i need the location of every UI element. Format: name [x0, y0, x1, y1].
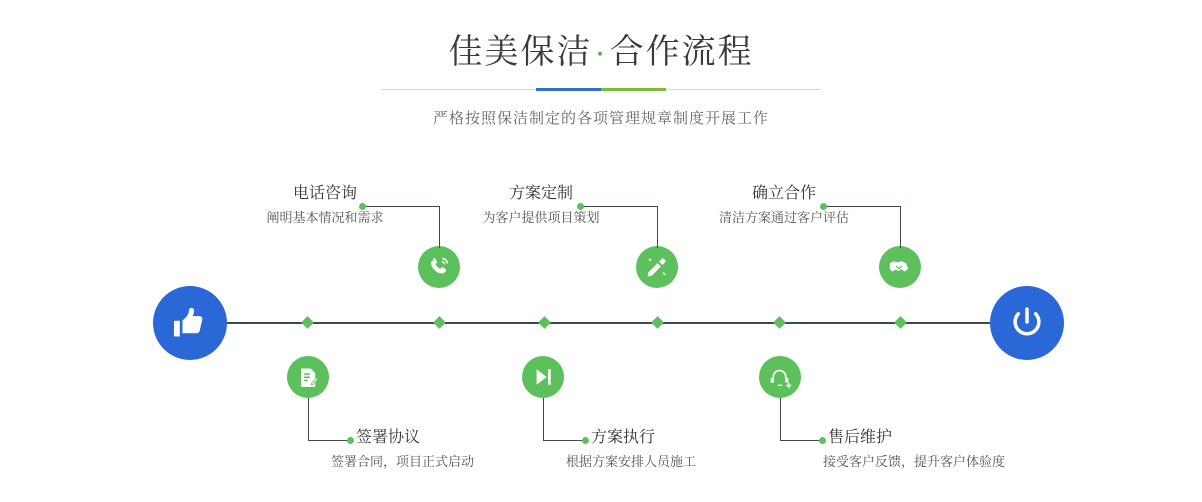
connector-3-vertical: [657, 206, 658, 248]
step-label-4: [566, 427, 697, 473]
step-icon-6: [759, 356, 801, 398]
step-label-3: [466, 183, 616, 229]
step-title-6: 售后维护: [828, 429, 893, 446]
timeline-end-badge: [990, 286, 1064, 360]
connector-6-dot: [819, 437, 826, 444]
divider-accent-blue: [536, 88, 601, 91]
connector-5-vertical: [900, 206, 901, 248]
step-label-1: [250, 183, 400, 229]
timeline: [0, 160, 1202, 502]
page-title-part1: 佳美保洁: [448, 33, 593, 71]
connector-6-horizontal: [780, 440, 822, 441]
axis-marker-1: [301, 316, 314, 329]
step-desc-6: 接受客户反馈，提升客户体验度: [823, 454, 1006, 469]
step-icon-1: [418, 246, 460, 288]
page-subtitle: 严格按照保洁制定的各项管理规章制度开展工作: [432, 110, 769, 127]
document-pen-icon: [297, 366, 320, 389]
customer-support-icon: [769, 366, 792, 389]
axis-marker-2: [433, 316, 446, 329]
phone-ring-icon: [427, 255, 451, 279]
page-title-part2: 合作流程: [609, 33, 754, 71]
page-header: [0, 30, 1202, 128]
step-desc-1: 阐明基本情况和需求: [266, 210, 384, 225]
axis-marker-3: [538, 316, 551, 329]
pen-ruler-icon: [645, 255, 669, 279]
title-divider: [381, 88, 821, 91]
step-title-2: 签署协议: [356, 429, 421, 446]
connector-4-vertical: [543, 398, 544, 440]
connector-4-horizontal: [543, 440, 585, 441]
axis-marker-6: [894, 316, 907, 329]
connector-2-vertical: [308, 398, 309, 440]
step-title-3: 方案定制: [508, 185, 573, 202]
connector-2-dot: [347, 437, 354, 444]
step-title-4: 方案执行: [591, 429, 656, 446]
power-icon: [1008, 304, 1046, 342]
timeline-start-badge: [153, 286, 227, 360]
connector-4-dot: [582, 437, 589, 444]
step-icon-4: [522, 356, 564, 398]
step-desc-3: 为客户提供项目策划: [482, 210, 600, 225]
step-icon-5: [879, 246, 921, 288]
page-title-separator: ·: [594, 33, 608, 71]
axis-marker-4: [651, 316, 664, 329]
connector-1-vertical: [439, 206, 440, 248]
axis-marker-5: [773, 316, 786, 329]
step-desc-5: 清洁方案通过客户评估: [718, 210, 849, 225]
step-icon-3: [636, 246, 678, 288]
step-desc-2: 签署合同，项目正式启动: [331, 454, 475, 469]
connector-6-vertical: [780, 398, 781, 440]
timeline-axis: [155, 322, 1047, 324]
play-next-icon: [532, 366, 554, 388]
step-label-5: [709, 183, 859, 229]
page-title: [0, 30, 1202, 74]
step-label-2: [331, 427, 475, 473]
divider-accent-green: [601, 88, 666, 91]
step-desc-4: 根据方案安排人员施工: [566, 454, 697, 469]
handshake-icon: [888, 255, 912, 279]
connector-2-horizontal: [308, 440, 350, 441]
step-icon-2: [287, 356, 329, 398]
step-title-5: 确立合作: [751, 185, 816, 202]
step-label-6: [823, 427, 1006, 473]
thumbs-up-icon: [172, 305, 208, 341]
step-title-1: 电话咨询: [292, 185, 357, 202]
